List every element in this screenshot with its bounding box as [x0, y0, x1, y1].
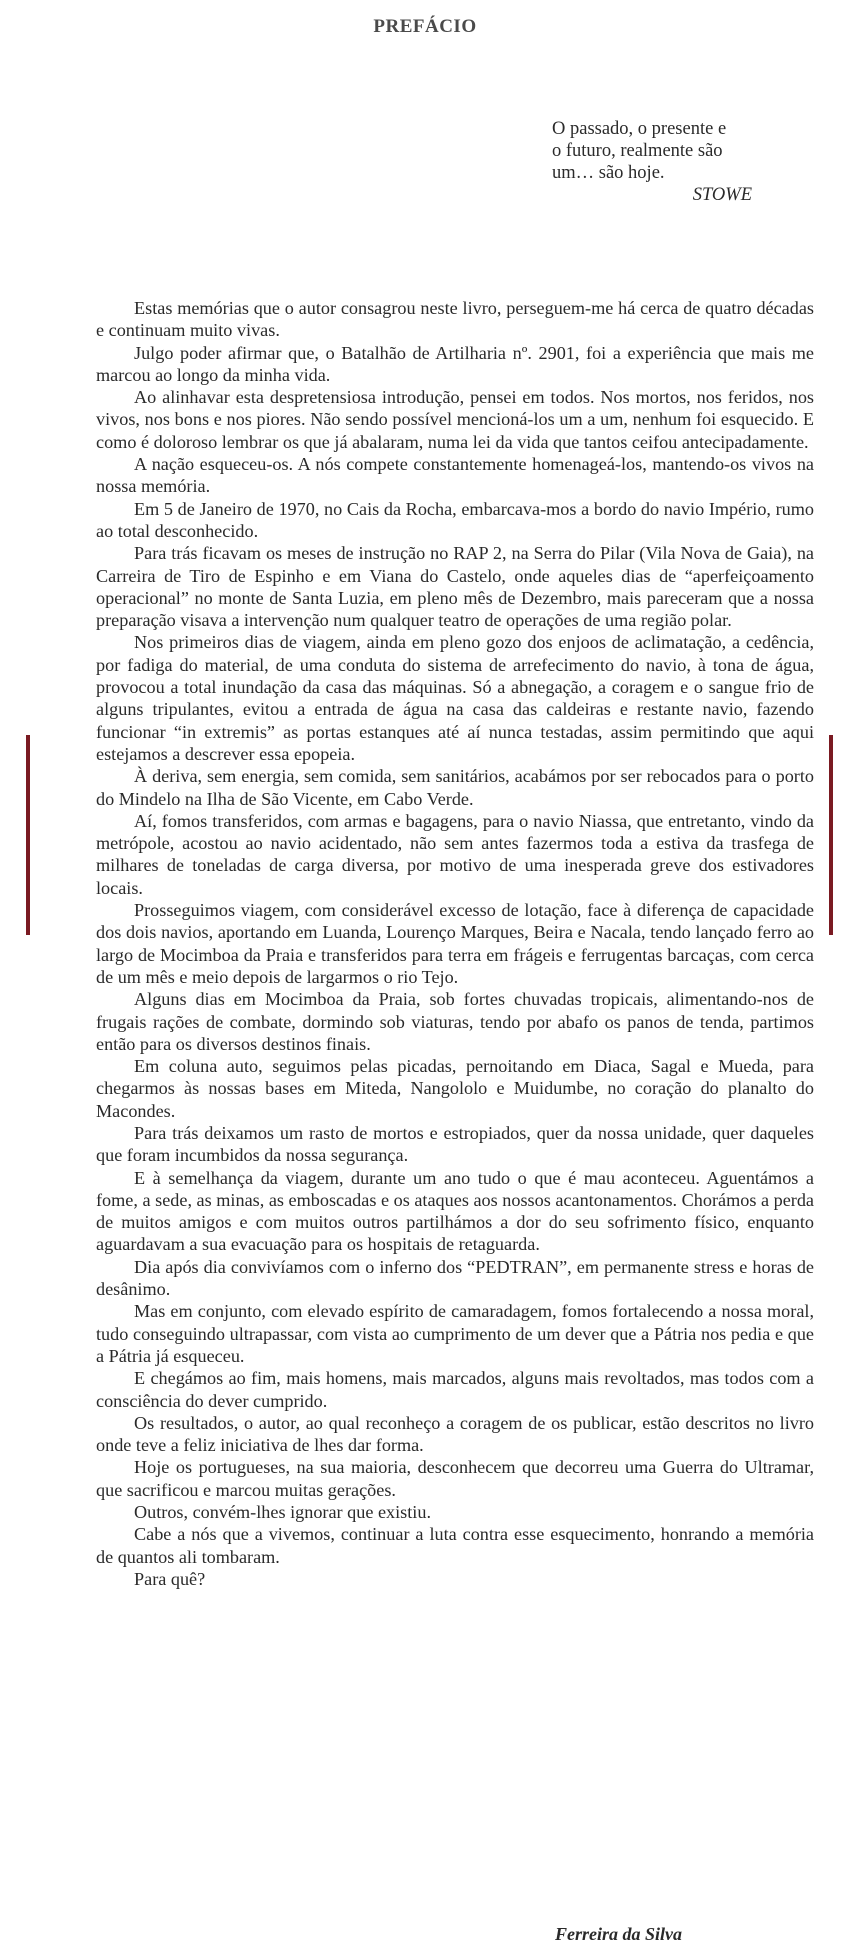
paragraph: Para trás ficavam os meses de instrução no RAP 2, na Serra do Pilar (Vila Nova de Gaia), na Carreira de Tiro de Espinho e em Viana do Castelo, onde aqueles dias de “aperfeiçoamento operacional” no monte de Santa Luzia, em pleno mês de Dezembro, mais pareceram que a nossa preparação visava a intervenção num qualquer teatro de operações de uma região polar.: [96, 543, 814, 631]
paragraph: Mas em conjunto, com elevado espírito de camaradagem, fomos fortalecendo a nossa moral, tudo conseguindo ultrapassar, com vista ao cumprimento de um dever que a Pátria nos pedia e que a Pátria já esqueceu.: [96, 1301, 814, 1366]
epigraph-line: o futuro, realmente são: [552, 141, 723, 161]
paragraph: Aí, fomos transferidos, com armas e bagagens, para o navio Niassa, que entretanto, vindo da metrópole, acostou ao navio acidentado, não sem antes fazermos toda a estiva da trasfega de milhares de toneladas de carga diversa, por motivo de uma inesperada greve dos estivadores locais.: [96, 810, 814, 898]
paragraph: Em 5 de Janeiro de 1970, no Cais da Rocha, embarcava-mos a bordo do navio Império, rumo ao total desconhecido.: [96, 498, 814, 541]
paragraph: Nos primeiros dias de viagem, ainda em pleno gozo dos enjoos de aclimatação, a cedência, por fadiga do material, de uma conduta do sistema de arrefecimento do navio, à tona de água, provocou a total inundação da casa das máquinas. Só a abnegação, a coragem e o sangue frio de alguns tripulantes, evitou a entrada de água na casa das caldeiras e restante navio, fazendo funcionar “in extremis” as portas estanques até aí nunca testadas, assim permitindo que aqui estejamos a descrever essa epopeia.: [96, 632, 814, 764]
paragraph: Julgo poder afirmar que, o Batalhão de Artilharia nº. 2901, foi a experiência que mais me marcou ao longo da minha vida.: [96, 342, 814, 385]
paragraph: Outros, convém-lhes ignorar que existiu.: [134, 1502, 431, 1523]
paragraph: E à semelhança da viagem, durante um ano tudo o que é mau aconteceu. Aguentámos a fome, a sede, as minas, as emboscadas e os ataques aos nossos acantonamentos. Chorámos a perda de muitos amigos e com muitos outros partilhámos a dor do seu sofrimento físico, enquanto aguardavam a sua evacuação para os hospitais de retaguarda.: [96, 1167, 814, 1255]
paragraph: Estas memórias que o autor consagrou neste livro, perseguem-me há cerca de quatro décadas e continuam muito vivas.: [96, 298, 814, 341]
signature: Ferreira da Silva: [555, 1924, 683, 1944]
paragraph: Para trás deixamos um rasto de mortos e estropiados, quer da nossa unidade, quer daqueles que foram incumbidos da nossa segurança.: [96, 1122, 814, 1166]
paragraph: Dia após dia convivíamos com o inferno dos “PEDTRAN”, em permanente stress e horas de desânimo.: [96, 1256, 814, 1300]
epigraph-author: STOWE: [692, 185, 752, 205]
epigraph-line: um… são hoje.: [552, 163, 665, 183]
epigraph-line: O passado, o presente e: [552, 119, 727, 139]
margin-highlight-bar-left: [26, 735, 30, 935]
paragraph: Alguns dias em Mocimboa da Praia, sob fortes chuvadas tropicais, alimentando-nos de frugais rações de combate, dormindo sob viaturas, tendo por abafo os panos de tenda, partimos então para os diversos destinos finais.: [96, 989, 814, 1054]
epigraph: [552, 118, 792, 206]
paragraph: E chegámos ao fim, mais homens, mais marcados, alguns mais revoltados, mas todos com a consciência do dever cumprido.: [96, 1368, 814, 1411]
paragraph: Cabe a nós que a vivemos, continuar a luta contra esse esquecimento, honrando a memória de quantos ali tombaram.: [96, 1524, 814, 1567]
paragraph: Ao alinhavar esta despretensiosa introdução, pensei em todos. Nos mortos, nos feridos, nos vivos, nos bons e nos piores. Não sendo possível mencioná-los um a um, nenhum foi esquecido. E como é doloroso lembrar os que já abalaram, numa lei da vida que tantos ceifou antecipadamente.: [96, 387, 814, 452]
paragraph: Para quê?: [134, 1568, 206, 1589]
page-title: PREFÁCIO: [373, 16, 477, 37]
paragraph: À deriva, sem energia, sem comida, sem sanitários, acabámos por ser rebocados para o porto do Mindelo na Ilha de São Vicente, em Cabo Verde.: [96, 766, 814, 809]
paragraph: Hoje os portugueses, na sua maioria, desconhecem que decorreu uma Guerra do Ultramar, que sacrificou e marcou muitas gerações.: [96, 1457, 814, 1500]
preface-body: [96, 297, 814, 1590]
paragraph: Os resultados, o autor, ao qual reconheço a coragem de os publicar, estão descritos no livro onde teve a feliz iniciativa de lhes dar forma.: [96, 1412, 814, 1456]
paragraph: Prosseguimos viagem, com considerável excesso de lotação, face à diferença de capacidade dos dois navios, aportando em Luanda, Lourenço Marques, Beira e Nacala, tendo lançado ferro ao largo de Mocimboa da Praia e transferidos para terra em frágeis e ferrugentas barcaças, com cerca de um mês e meio depois de largarmos o rio Tejo.: [96, 900, 814, 987]
paragraph: Em coluna auto, seguimos pelas picadas, pernoitando em Diaca, Sagal e Mueda, para chegarmos às nossas bases em Miteda, Nangololo e Muidumbe, no coração do planalto do Macondes.: [96, 1056, 814, 1121]
paragraph: A nação esqueceu-os. A nós compete constantemente homenageá-los, mantendo-os vivos na nossa memória.: [96, 454, 814, 497]
margin-highlight-bar-right: [829, 735, 833, 935]
